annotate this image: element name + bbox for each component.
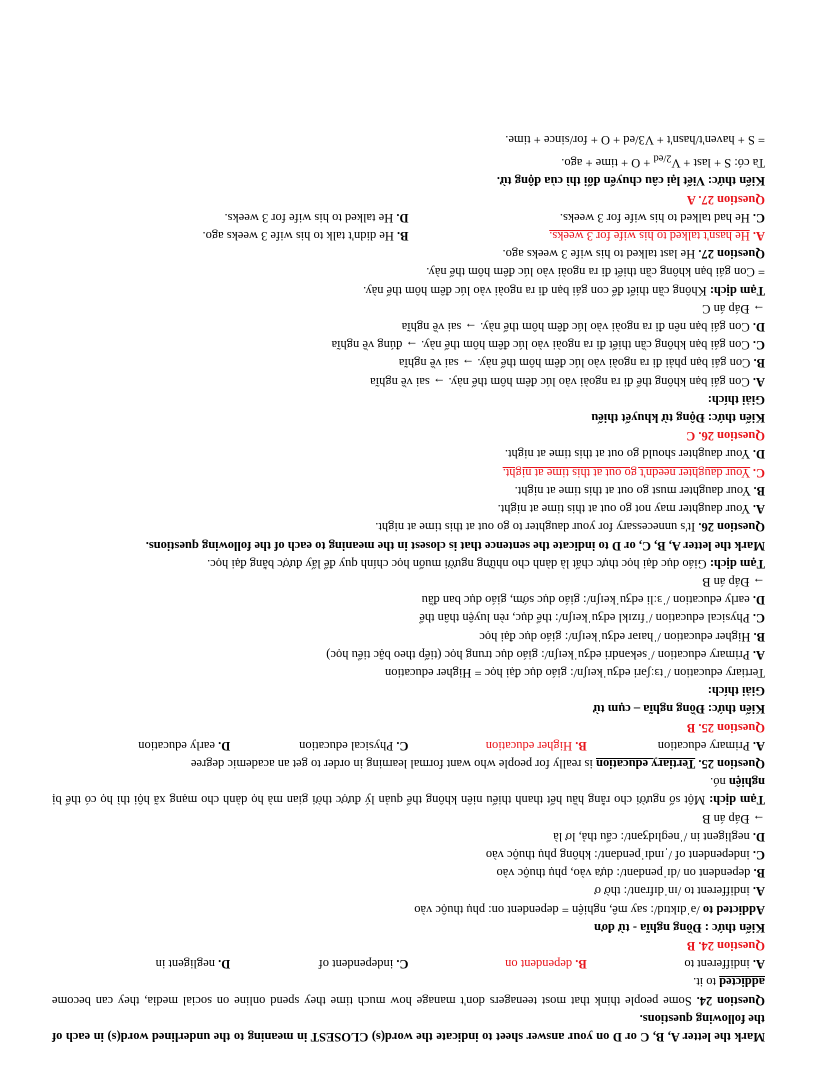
- explain-c: C. independent of /ˌɪndɪˈpendənt/: không phụ thuộc vào: [485, 847, 765, 862]
- explain-c: C. Con gái bạn không cần thiết đi ra ngoài vào lúc đêm hôm thế này. → đúng về nghĩa: [331, 338, 765, 353]
- explain-b: B. dependent on /dɪˈpendənt/: dựa vào, phụ thuộc vào: [496, 866, 765, 881]
- explanation-heading: Giải thích:: [707, 392, 765, 407]
- explain-d: D. early education /ˈɜːli edʒuˈkeɪʃn/: giáo dục sớm, giáo dục ban đầu: [421, 593, 765, 608]
- question-27: Question 27. He last talked to his wife 3 weeks ago.: [502, 247, 765, 262]
- question-25: Question 25. Tertiary education is really for people who want formal learning in order to get an academic degree: [190, 756, 765, 771]
- translation-equivalent: = Con gái bạn không cần thiết đi ra ngoài vào lúc đêm hôm thế này.: [426, 265, 765, 280]
- underlined-word: Tertiary education: [596, 756, 696, 771]
- question-label: Question 26.: [698, 520, 765, 535]
- explain-c: C. Physical education /ˈfɪzɪkl edʒuˈkeɪʃn/: thể dục, rèn luyện thân thể: [419, 611, 765, 626]
- explanation-heading: Giải thích:: [707, 684, 765, 699]
- section-instruction-26: Mark the letter A, B, C, or D to indicate the sentence that is closest in the meaning to each of the following questions.: [145, 538, 765, 553]
- option-d: D. He talked to his wife for 3 weeks.: [224, 210, 409, 225]
- question-24: Question 24. Some people think that most teenagers don't manage how much time they spend online on social media, they can become addicted to it.: [51, 975, 765, 1008]
- translation: Tạm dịch: Một số người cho rằng hầu hết thanh thiếu niên không thể quản lý được thời gian mà họ dành cho mạng xã hội thì họ có thể bị nghiện nó.: [51, 775, 765, 808]
- option-d: D. early education: [138, 738, 231, 753]
- option-d: D. Your daughter should go out at this time at night.: [504, 447, 765, 462]
- option-d: D. negligent in: [155, 957, 231, 972]
- knowledge-heading: Kiến thức: Viết lại câu chuyển đổi thì của động từ.: [496, 174, 765, 189]
- knowledge-heading: Kiến thức : Đồng nghĩa - từ đơn: [594, 920, 765, 935]
- option-b: B. Higher education: [485, 738, 587, 753]
- options-row-25: [52, 737, 765, 755]
- answer-line: → Đáp án B: [702, 574, 765, 589]
- translation: Tạm dịch: Giáo dục đại học thực chất là dành cho những người muốn học chính quy để lấy được bằng đại học.: [207, 556, 765, 571]
- main-definition: Tertiary education /ˈtɜːʃəri edʒuˈkeɪʃn/: giáo dục đại học = Higher education: [384, 665, 765, 680]
- answer-heading-26: Question 26. C: [686, 429, 765, 444]
- option-c: C. Physical education: [299, 738, 409, 753]
- underlined-word: addicted: [719, 975, 765, 990]
- knowledge-heading: Kiến thức: Đồng nghĩa – cụm từ: [593, 702, 765, 717]
- answer-line: → Đáp án B: [702, 811, 765, 826]
- explain-b: B. Higher education /ˈhaɪər edʒuˈkeɪʃn/: giáo dục đại học: [479, 629, 765, 644]
- option-b: B. He didn't talk to his wife 3 weeks ago.: [202, 229, 409, 244]
- formula-line-2: = S + haven't/hasn't + V3/ed + O + for/since + time.: [505, 132, 765, 147]
- main-definition: Addicted to /əˈdɪktɪd/: say mê, nghiện = dependent on: phụ thuộc vào: [414, 902, 765, 917]
- knowledge-heading: Kiến thức: Động từ khuyết thiếu: [591, 411, 765, 426]
- document-content: [52, 130, 765, 1046]
- question-26: Question 26. It's unnecessary for your daughter to go out at this time at night.: [375, 520, 765, 535]
- answer-heading-24: Question 24. B: [686, 938, 765, 953]
- option-a: A. He hasn't talked to his wife for 3 weeks.: [549, 229, 765, 244]
- options-row-27a: [52, 227, 765, 245]
- translation: Tạm dịch: Không cần thiết để con gái bạn đi ra ngoài vào lúc đêm hôm thế này.: [363, 283, 765, 298]
- answer-heading-25: Question 25. B: [686, 720, 765, 735]
- explain-d: D. Con gái bạn nên đi ra ngoài vào lúc đêm hôm thế này. → sai về nghĩa: [401, 320, 765, 335]
- option-b: B. Your daughter must go out at this time at night.: [514, 483, 765, 498]
- question-label: Question 27.: [698, 247, 765, 262]
- option-a: A. Primary education: [657, 738, 765, 753]
- explain-b: B. Con gái bạn phải đi ra ngoài vào lúc đêm hôm thế này. → sai về nghĩa: [398, 356, 765, 371]
- question-label: Question 25.: [698, 756, 765, 771]
- options-row-24: [52, 955, 765, 973]
- option-b: B. dependent on: [505, 957, 587, 972]
- option-a: A. Your daughter may not go out at this time at night.: [497, 502, 765, 517]
- option-c: C. Your daughter needn't go out at this time at night.: [502, 465, 765, 480]
- option-c: C. He had talked to his wife for 3 weeks.: [559, 210, 765, 225]
- answer-line: → Đáp án C: [702, 301, 765, 316]
- answer-heading-27: Question 27. A: [686, 192, 765, 207]
- options-row-27b: [52, 209, 765, 227]
- section-instruction-24: Mark the letter A, B, C or D on your answer sheet to indicate the word(s) CLOSEST in meaning to the underlined word(s) in each of the following questions.: [52, 1011, 765, 1044]
- option-a: A. indifferent to: [684, 957, 765, 972]
- question-label: Question 24.: [696, 993, 765, 1008]
- explain-a: A. Primary education /ˈsekəndri edʒuˈkeɪʃn/: giáo dục trung học (tiếp theo bậc tiểu học): [326, 647, 765, 662]
- option-c: C. independent of: [318, 957, 409, 972]
- explain-a: A. indifferent to /ɪnˈdɪfrənt/: thờ ơ: [594, 884, 765, 899]
- explain-a: A. Con gái bạn không thể đi ra ngoài vào lúc đêm hôm thế này. → sai về nghĩa: [370, 374, 765, 389]
- explain-d: D. negligent in /ˈneɡlɪdʒənt/: cẩu thả, lơ là: [553, 829, 765, 844]
- formula-line-1: Ta có: S + last + $V_{2/ed} + O$ + time + ago.: [561, 152, 765, 171]
